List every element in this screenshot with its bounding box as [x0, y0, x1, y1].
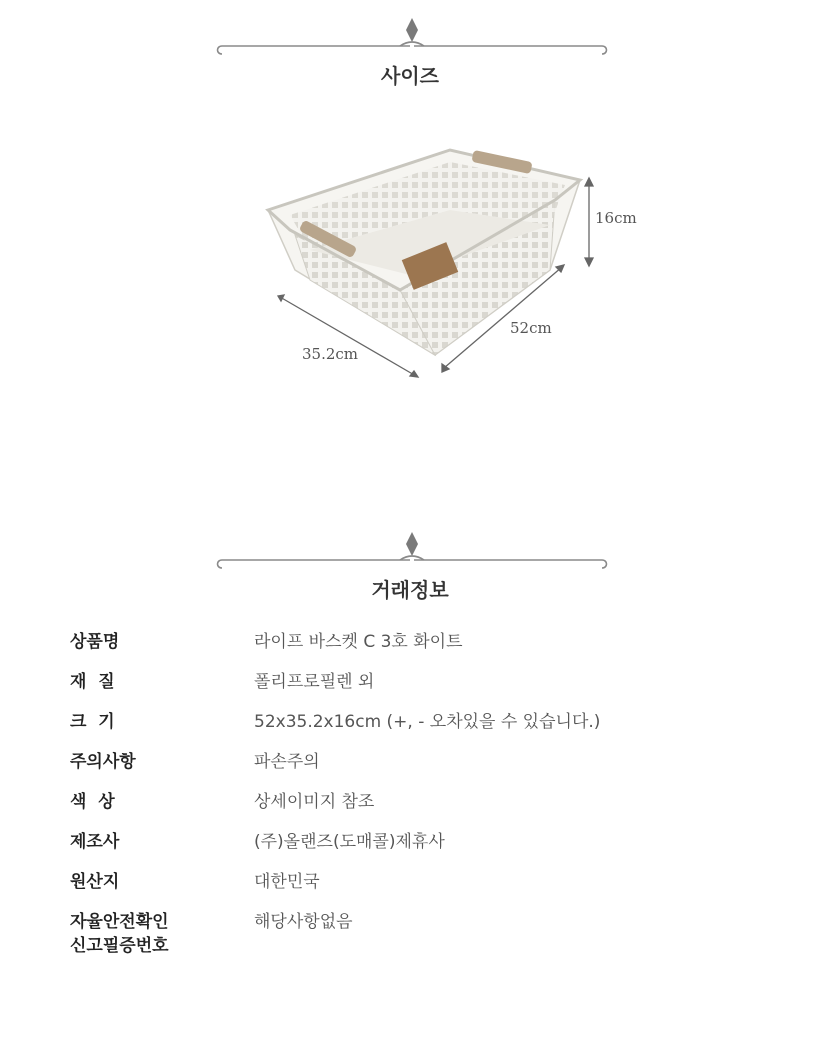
- ornament-divider-top: [214, 16, 610, 56]
- info-value: (주)올랜즈(도매콜)제휴사: [254, 832, 445, 852]
- info-label: 주의사항: [70, 752, 136, 772]
- info-value: 해당사항없음: [254, 912, 353, 932]
- height-dimension-label: 16cm: [595, 209, 637, 227]
- info-label: 크 기: [70, 712, 115, 732]
- basket-product-image: [250, 140, 650, 390]
- info-label: 원산지: [70, 872, 120, 892]
- info-value: 라이프 바스켓 C 3호 화이트: [254, 632, 463, 652]
- info-label: 제조사: [70, 832, 120, 852]
- info-label: 색 상: [70, 792, 115, 812]
- size-section-title: 사이즈: [381, 64, 439, 88]
- info-value: 상세이미지 참조: [254, 792, 375, 812]
- info-section-title: 거래정보: [371, 578, 449, 602]
- ornament-divider-info: [214, 530, 610, 570]
- info-value: 대한민국: [254, 872, 320, 892]
- info-label: 자율안전확인 신고필증번호: [70, 912, 169, 956]
- info-value: 폴리프로필렌 외: [254, 672, 375, 692]
- width-dimension-label: 35.2cm: [302, 345, 359, 363]
- info-label: 재 질: [70, 672, 115, 692]
- length-dimension-label: 52cm: [510, 319, 552, 337]
- info-value: 파손주의: [254, 752, 320, 772]
- info-label: 상품명: [70, 632, 120, 652]
- info-value: 52x35.2x16cm (+, - 오차있을 수 있습니다.): [254, 712, 601, 732]
